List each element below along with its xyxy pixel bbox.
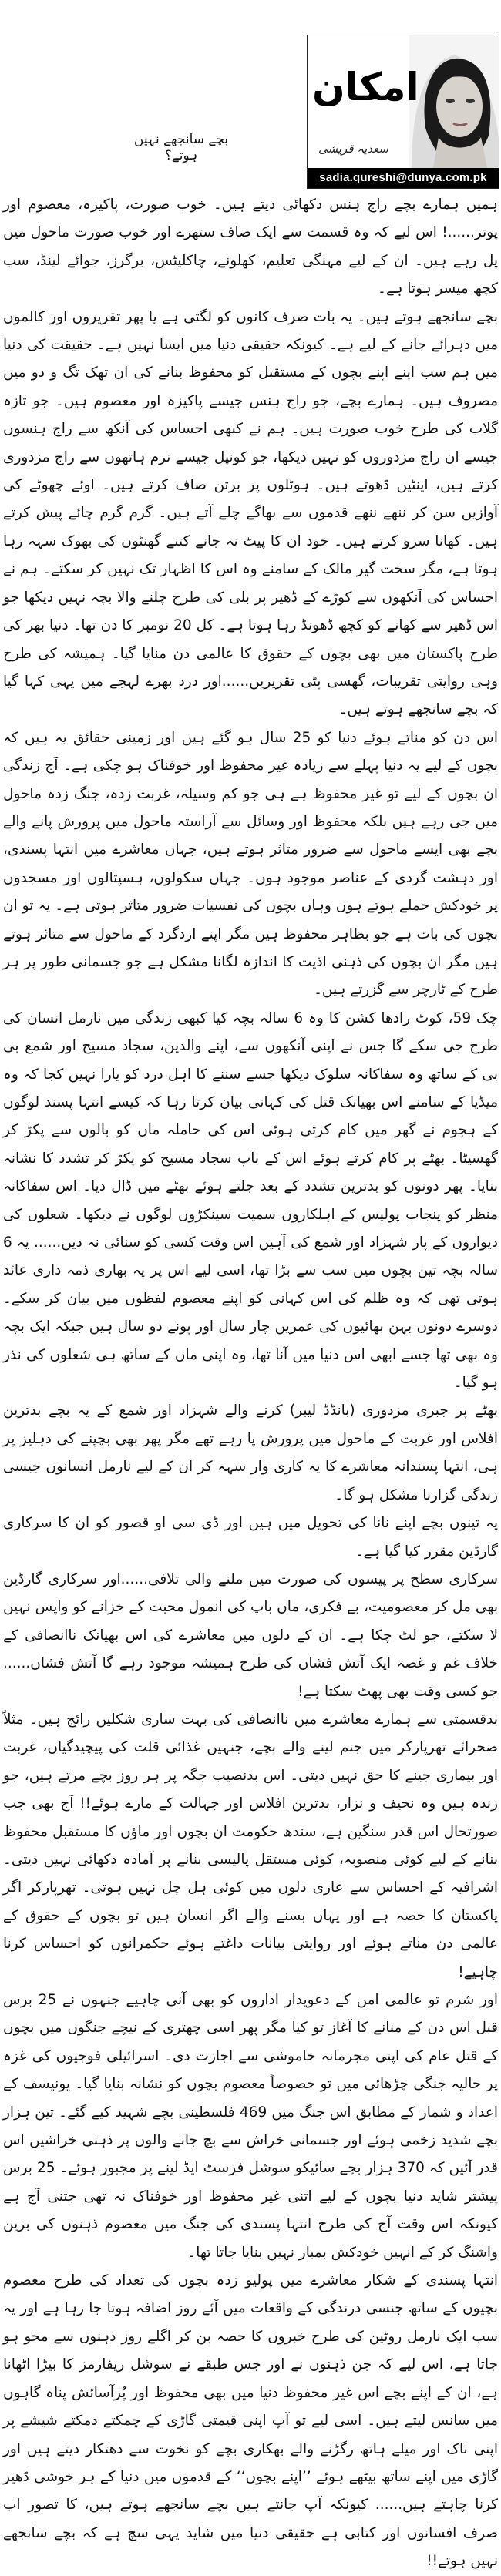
article-paragraph: بچے سانجھے ہوتے ہیں۔ یہ بات صرف کانوں کو لگتی ہے یا پھر تقریروں اور کالموں میں دہرائے جانے کے لیے ہے۔ کیونکہ حقیقی دنیا میں ایسا نہیں ہے۔ حقیقت کی دنیا میں ہم سب اپنے اپنے بچوں کے مستقبل کو محفوظ بنانے کی ان تھک تگ و دو میں مصروف ہیں۔ ہمارے بچے، جو راج ہنس جیسے پاکیزہ اور معصوم ہیں۔ جو تازہ گلاب کی طرح خوب صورت ہیں۔ ہم نے کبھی احساس کی آنکھ سے راج ہنسوں جیسے ان راج مزدوروں کو نہیں دیکھا، جو کونپل جیسے نرم ہاتھوں سے راج مزدوری کرتے ہیں، اینٹیں ڈھوتے ہیں۔ ہوٹلوں پر برتن صاف کرتے ہیں۔ اوئے چھوٹے کی آوازیں سن کر ننھے ننھے قدموں سے بھاگے چلے آتے ہیں۔ گرم گرم چائے پیش کرتے ہیں۔ کھانا سرو کرتے ہیں۔ خود ان کا پیٹ نہ جانے کتنے گھنٹوں کی بھوک سہہ رہا ہوتا ہے، مگر سخت گیر مالک کے سامنے وہ اس کا اظہار تک نہیں کر سکتے۔ ہم نے احساس کی آنکھوں سے کوڑے کے ڈھیر پر بلی کی طرح چلنے والا بچہ نہیں دیکھا جو اس ڈھیر سے کھانے کو کچھ ڈھونڈ رہا ہوتا ہے۔ کل 20 نومبر کا دن تھا۔ دنیا بھر کی طرح پاکستان میں بھی بچوں کے حقوق کا عالمی دن منایا گیا۔ ہمیشہ کی طرح وہی روایتی تقریبات، گھسی پٹی تقریریں......اور درد بھرے لہجے میں یہی کہا گیا کہ بچے سانجھے ہوتے ہیں۔ xyxy=(3,308,498,718)
author-name: سعدیہ قریشی xyxy=(318,142,388,156)
article-paragraph: انتہا پسندی کے شکار معاشرے میں پولیو زدہ بچوں کی تعداد کی طرح معصوم بچیوں کے ساتھ جنسی درندگی کے واقعات میں آئے روز اضافہ ہوتا جا رہا ہے اور یہ سب ایک نارمل روٹین کی طرح خبروں کا حصہ بن کر اگلے روز ذہنوں سے محو ہو جاتا ہے، اس لیے کہ جن ذہنوں نے اور جس طبقے نے سوشل ریفارمز کا بیڑا اٹھانا ہے، ان کے اپنے بچے اس غیر محفوظ دنیا میں بھی محفوظ اور پُرآسائش پناہ گاہوں میں سانس لیتے ہیں۔ اسی لیے تو آپ اپنی قیمتی گاڑی کے چمکتے دمکتے شیشے پر اپنی ناک اور میلے ہاتھ رگڑنے والے بھکاری بچے کو نخوت سے دھتکار دیتے ہیں اور گاڑی میں اپنے ساتھ بیٹھے ہوئے ’’اپنے بچوں‘‘ کے قدموں میں دنیا کے ہر خوشی ڈھیر کرنا چاہتے ہیں...... کیونکہ آپ جانتے ہیں بچے سانجھے ہوتے ہیں، کا تصور اب صرف افسانوں اور کتابی ہے حقیقی دنیا میں شاید یہی سچ ہے کہ بچے سانجھے نہیں ہوتے!! xyxy=(3,2272,498,2570)
article-paragraph: اور شرم تو عالمی امن کے دعویدار اداروں کو بھی آنی چاہیے جنہوں نے 25 برس قبل اس دن کے منانے کا آغاز تو کیا مگر پھر اسی چھتری کے نیچے جنگوں میں بچوں کے قتل عام کی اپنی مجرمانہ خاموشی سے اجازت دی۔ اسرائیلی فوجیوں کی غزہ پر حالیہ جنگی چڑھائی میں تو خصوصاً معصوم بچوں کو نشانہ بنایا گیا۔ یونیسف کے اعداد و شمار کے مطابق اس جنگ میں 469 فلسطینی بچے شہید کیے گئے۔ تین ہزار بچے شدید زخمی ہوئے اور جسمانی خراش سے بچ جانے والوں پر ذہنی خراشیں اس قدر آئیں کہ 370 ہزار بچے سائیکو سوشل فرسٹ ایڈ لینے پر مجبور ہوئے۔ 25 برس پیشتر شاید دنیا بچوں کے لیے اتنی غیر محفوظ اور خوفناک نہ تھی جتنی آج ہے کیونکہ اس وقت آج کی طرح انتہا پسندی کی جنگ میں معصوم ذہنوں کی برین واشنگ کر کے انہیں خودکش بمبار نہیں بنایا جاتا تھا۔ xyxy=(3,1992,498,2261)
article-paragraph: بھٹے پر جبری مزدوری (بانڈڈ لیبر) کرنے والے شہزاد اور شمع کے یہ بچے بدترین افلاس اور غربت کے ماحول میں پرورش پا رہے تھے مگر پھر بھی بچپنے کی دہلیز پر ہی، انتہا پسندانہ معاشرے کا یہ کاری وار سہہ کر ان کے لیے نارمل انسانوں جیسی زندگی گزارنا مشکل ہو گا۔ xyxy=(3,1402,498,1503)
article-paragraph: چک 59، کوٹ رادھا کشن کا وہ 6 سالہ بچہ کیا کبھی زندگی میں نارمل انسان کی طرح جی سکے گا جس نے اپنی آنکھوں سے، اپنے والدین، سجاد مسیح اور شمع بی بی کے ساتھ وہ سفاکانہ سلوک دیکھا جسے سننے کا اہل درد کو یارا نہیں کجا کہ وہ میڈیا کے سامنے اس بھیانک قتل کی کہانی بیان کرتا رہا کہ کیسے انتہا پسند لوگوں کے ہجوم نے گھر میں کام کرتی ہوئی اس کی حاملہ ماں کو بالوں سے پکڑ کر گھسیٹا۔ بھٹے پر کام کرتے ہوئے اس کے باپ سجاد مسیح کو پکڑ کر تشدد کا نشانہ بنایا۔ پھر دونوں کو بدترین تشدد کے بعد جلتے ہوئے بھٹے میں ڈال دیا۔ اس سفاکانہ منظر کو پنجاب پولیس کے اہلکاروں سمیت سینکڑوں لوگوں نے دیکھا۔ شعلوں کی دیواروں کے پار شہزاد اور شمع کی آہیں اس وقت کسی کو سنائی نہ دیں...... یہ 6 سالہ بچہ تین بچوں میں سب سے بڑا تھا، اسی لیے اس پر یہ بھاری ذمہ داری عائد ہوتی تھی کہ وہ ظلم کی اس کہانی کو اپنے معصوم لفظوں میں بیان کر سکے۔ دوسرے دونوں بہن بھائیوں کی عمریں چار سال اور پونے دو سال ہیں جبکہ ایک بچہ وہ بھی تھا جسے ابھی اس دنیا میں آنا تھا، وہ اپنی ماں کے ساتھ ہی شعلوں کی نذر ہو گیا۔ xyxy=(3,1009,499,1392)
author-photo xyxy=(409,35,499,168)
column-name: امکان xyxy=(312,65,419,109)
article-paragraph: اس دن کو مناتے ہوئے دنیا کو 25 سال ہو گئے ہیں اور زمینی حقائق یہ ہیں کہ بچوں کے لیے یہ دنیا پہلے سے زیادہ غیر محفوظ اور خوفناک ہو چکی ہے۔ آج زندگی ان بچوں کے لیے تو غیر محفوظ ہے ہی جو کم وسیلہ، غربت زدہ، جنگ زدہ ماحول میں جی رہے ہیں بلکہ محفوظ اور وسائل سے آراستہ ماحول میں پرورش پانے والے بچے بھی ایسے ماحول سے ضرور متاثر ہوتے ہیں، جہاں معاشرے میں انتہا پسندی، اور دہشت گردی کے عناصر موجود ہوں۔ جہاں سکولوں، ہسپتالوں اور مسجدوں پر خودکش حملے ہوتے ہوں وہاں بچوں کی نفسیات ضرور متاثر ہوتی ہے۔ یہ تو ان بچوں کی بات ہے جو بظاہر محفوظ ہیں مگر اپنے اردگرد کے ماحول سے متاثر ہوتے ہیں مگر ان بچوں کی ذہنی اذیت کا اندازہ لگانا مشکل ہے جو جسمانی طور پر ہر طرح کے ٹارچر سے گزرتے ہیں۔ xyxy=(3,729,498,999)
column-header xyxy=(0,0,501,191)
article-paragraph: یہ تینوں بچے اپنے نانا کی تحویل میں ہیں اور ڈی سی او قصور کو ان کا سرکاری گارڈین مقرر کیا گیا ہے۔ xyxy=(3,1515,498,1560)
article-headline: بچے سانجھے نہیں ہوتے؟ xyxy=(133,132,229,163)
byline-box xyxy=(307,35,499,189)
article-paragraph: بدقسمتی سے ہمارے معاشرے میں ناانصافی کی بہت ساری شکلیں رائج ہیں۔ مثلاً صحرائے تھرپارکر میں جنم لینے والے بچے، جنہیں غذائی قلت کی پیچیدگیاں، غربت اور بیماری جینے کا حق نہیں دیتی۔ اس بدنصیب جگہ پر ہر روز بچے مرتے ہیں، جو زندہ ہیں وہ نحیف و نزار، بدترین افلاس اور جہالت کے مارے ہوئے!! آج بھی جب صورتحال اس قدر سنگین ہے، سندھ حکومت ان بچوں اور ماؤں کا مستقبل محفوظ بنانے کے لیے کوئی منصوبہ، کوئی مستقل پالیسی بنانے پر آمادہ دکھائی نہیں دیتی۔ اشرافیہ کے احساس سے عاری دلوں میں کوئی ہل چل نہیں ہوتی۔ تھرپارکر اگر پاکستان کا حصہ ہے اور یہاں بسنے والے اگر انسان ہیں تو بچوں کے حقوق کے عالمی دن مناتے ہوئے اور روایتی بیانات داغتے ہوئے حکمرانوں کو احساس کرنا چاہیے! xyxy=(3,1711,498,1980)
article-body xyxy=(0,191,501,2576)
article-paragraph: ہمیں ہمارے بچے راج ہنس دکھائی دیتے ہیں۔ خوب صورت، پاکیزہ، معصوم اور پوتر......! اس لیے کہ وہ قسمت سے ایک صاف ستھرے اور خوب صورت ماحول میں پل رہے ہیں۔ ان کے لیے مہنگی تعلیم، کھلونے، چاکلیٹس، برگرز، جوائے لینڈ، سب کچھ میسر ہوتا ہے۔ xyxy=(3,196,498,297)
author-email: sadia.qureshi@dunya.com.pk xyxy=(308,168,499,188)
article-paragraph: سرکاری سطح پر پیسوں کی صورت میں ملنے والی تلافی......اور سرکاری گارڈین بھی مل کر معصومیت، بے فکری، ماں باپ کی انمول محبت کے خزانے کو واپس نہیں لا سکتے، جو لٹ چکا ہے۔ ان کے دلوں میں معاشرے کی اس بھیانک ناانصافی کے خلاف غم و غصہ ایک آتش فشاں کی طرح ہمیشہ موجود رہے گا آتش فشاں...... جو کسی وقت بھی پھٹ سکتا ہے! xyxy=(3,1570,498,1700)
